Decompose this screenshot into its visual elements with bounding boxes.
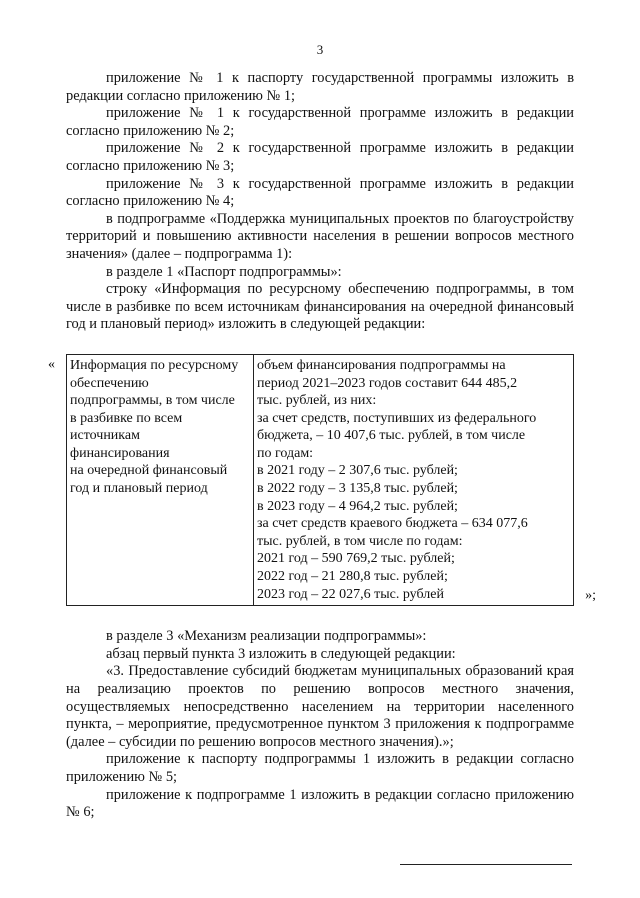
value-line: тыс. рублей, в том числе по годам:	[257, 533, 463, 549]
paragraph-section-3: в разделе 3 «Механизм реализации подпрограммы»:	[106, 628, 427, 645]
value-line: 2023 год – 22 027,6 тыс. рублей	[257, 586, 444, 602]
paragraph-subsidies: «3. Предоставление субсидий бюджетам муниципальных образований края на реализацию проектов по решению вопросов местного значения, осуществляемых непосредственно населением на территории населенного пункта, – мероприятие, предусмотренное пунктом 3 приложения к подпрограмме (далее – субсидии по решению вопросов местного значения).»;	[66, 663, 574, 750]
paragraph-annex-4: приложение № 3 к государственной программе изложить в редакции согласно приложению № 4;	[66, 175, 574, 210]
opening-quote: «	[48, 356, 55, 372]
label-line: на очередной финансовый	[70, 463, 228, 479]
value-line: в 2022 году – 3 135,8 тыс. рублей;	[257, 481, 458, 497]
value-line: 2022 год – 21 280,8 тыс. рублей;	[257, 569, 448, 585]
label-line: обеспечению	[70, 375, 149, 391]
paragraph-annex-1: приложение № 1 к паспорту государственной программы изложить в редакции согласно приложению № 1;	[66, 70, 574, 104]
label-line: источникам	[70, 428, 140, 444]
value-line: объем финансирования подпрограммы на	[257, 357, 506, 373]
paragraph-section-1: в разделе 1 «Паспорт подпрограммы»:	[106, 263, 342, 280]
value-line: бюджета, – 10 407,6 тыс. рублей, в том числе	[257, 428, 526, 444]
paragraph-point-3: абзац первый пункта 3 изложить в следующей редакции:	[106, 645, 456, 662]
signature-line	[400, 864, 572, 865]
label-line: подпрограммы, в том числе	[70, 393, 235, 409]
paragraph-annex-6: приложение к подпрограмме 1 изложить в редакции согласно приложению № 6;	[66, 786, 574, 821]
resource-table	[66, 354, 574, 606]
label-line: Информация по ресурсному	[70, 357, 239, 373]
label-line: финансирования	[70, 445, 170, 461]
value-line: за счет средств, поступивших из федерального	[257, 410, 537, 426]
value-line: период 2021–2023 годов составит 644 485,2	[257, 375, 518, 391]
closing-quote: »;	[585, 587, 596, 603]
value-line: за счет средств краевого бюджета – 634 077,6	[257, 516, 528, 532]
paragraph-annex-5: приложение к паспорту подпрограммы 1 изложить в редакции согласно приложению № 5;	[66, 751, 574, 785]
document-body	[48, 70, 596, 822]
paragraph-annex-3: приложение № 2 к государственной программе изложить в редакции согласно приложению № 3;	[66, 140, 574, 174]
page-number: 3	[316, 42, 324, 57]
resource-table-block	[48, 354, 596, 606]
value-line: тыс. рублей, из них:	[257, 393, 377, 409]
value-line: по годам:	[257, 445, 314, 461]
table-row	[67, 354, 574, 605]
value-line: 2021 год – 590 769,2 тыс. рублей;	[257, 551, 455, 567]
paragraph-resource-row: строку «Информация по ресурсному обеспечению подпрограммы, в том числе в разбивке по всем источникам финансирования на очередной финансовый год и плановый период» изложить в следующей редакции:	[66, 281, 574, 333]
table-cell-label	[67, 354, 254, 605]
label-line: в разбивке по всем	[70, 410, 183, 426]
value-line: в 2021 году – 2 307,6 тыс. рублей;	[257, 463, 458, 479]
paragraph-annex-2: приложение № 1 к государственной программе изложить в редакции согласно приложению № 2;	[66, 105, 574, 139]
label-line: год и плановый период	[70, 481, 208, 497]
value-line: в 2023 году – 4 964,2 тыс. рублей;	[257, 498, 458, 514]
table-cell-value	[254, 354, 574, 605]
paragraph-subprogram-1: в подпрограмме «Поддержка муниципальных проектов по благоустройству территорий и повышению активности населения в решении вопросов местного значения» (далее – подпрограмма 1):	[66, 210, 574, 262]
